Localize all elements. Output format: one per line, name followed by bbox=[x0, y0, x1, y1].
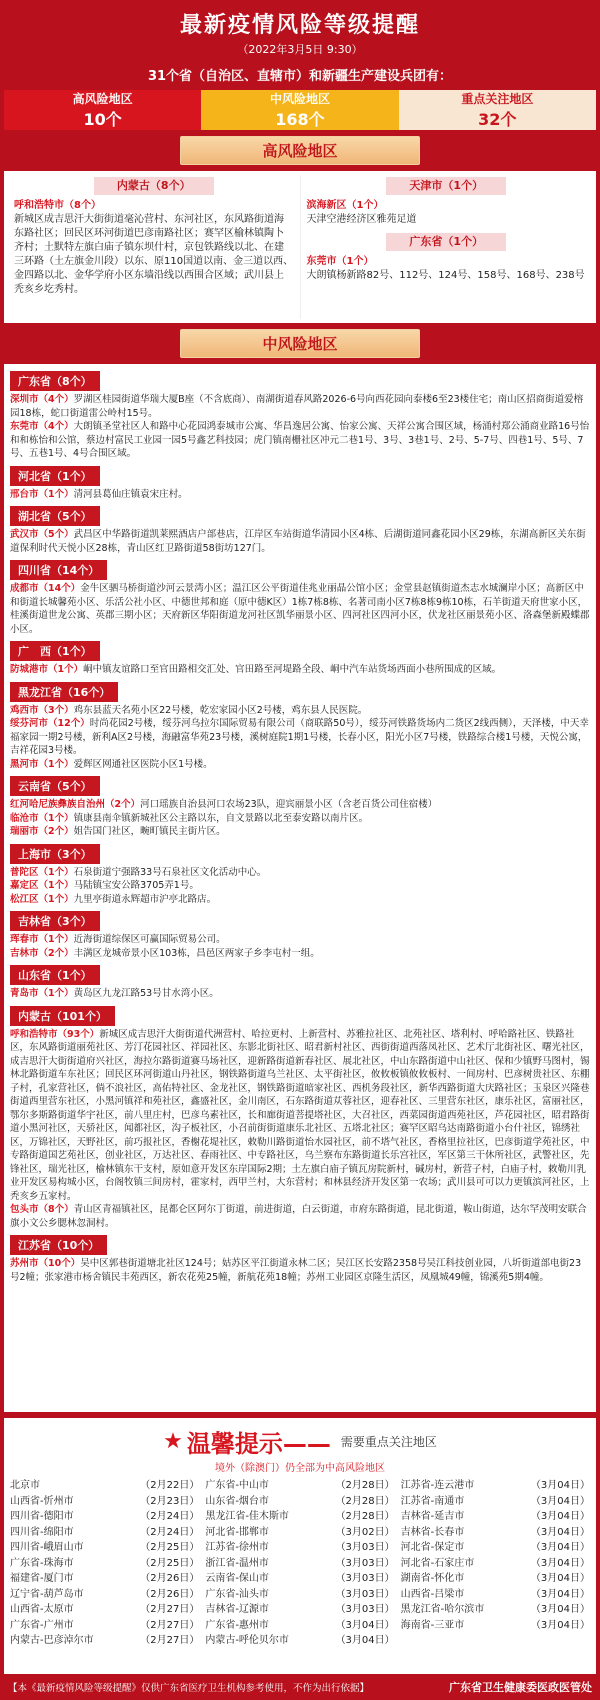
province-tag: 江苏省（10个） bbox=[10, 1235, 107, 1255]
city-title: 呼和浩特市（8个） bbox=[14, 200, 101, 211]
city-title: 滨海新区（1个） bbox=[306, 200, 384, 211]
focus-area-item bbox=[401, 1556, 590, 1572]
area-text: 武昌区中华路街道凯莱熙酒店户部巷店，江岸区车站街道华清园小区4栋、后湖街道同鑫花园小区29栋，东湖高新区关东街道保利时代天悦小区28栋，青山区红卫路街道58街坊127门。 bbox=[10, 529, 586, 554]
city-name: 呼和浩特市（93个） bbox=[10, 1028, 100, 1040]
area-row bbox=[10, 893, 590, 907]
area-text: 峒中镇友谊路口至官田路相交汇处、官田路至河堤路全段、峒中汽车站货场西面小巷所围成的区域。 bbox=[83, 664, 502, 675]
area-row bbox=[10, 582, 590, 636]
area-row bbox=[10, 812, 590, 826]
focus-area-place: 广东省-惠州市 bbox=[205, 1619, 269, 1631]
focus-area-date: （3月04日） bbox=[530, 1495, 590, 1507]
focus-area-place: 广东省-珠海市 bbox=[10, 1557, 74, 1569]
area-row bbox=[10, 1257, 590, 1284]
focus-area-date: （3月04日） bbox=[335, 1619, 395, 1631]
province-tag: 上海市（3个） bbox=[10, 844, 100, 864]
focus-area-item bbox=[401, 1618, 590, 1634]
province-tag: 四川省（14个） bbox=[10, 560, 107, 580]
focus-area-place: 山西省-太原市 bbox=[10, 1604, 74, 1615]
focus-area-item bbox=[205, 1509, 394, 1525]
focus-area-date: （3月04日） bbox=[530, 1480, 590, 1491]
warm-tips-subtitle: 需要重点关注地区 bbox=[340, 1435, 437, 1449]
focus-area-item bbox=[10, 1494, 199, 1510]
province-tag: 内蒙古（101个） bbox=[10, 1006, 115, 1026]
high-risk-box bbox=[4, 171, 596, 323]
focus-area-place: 广东省-广州市 bbox=[10, 1619, 74, 1631]
province-tag: 山东省（1个） bbox=[10, 965, 100, 985]
star-icon: ★ bbox=[163, 1429, 183, 1454]
province-section bbox=[10, 558, 590, 636]
area-row bbox=[10, 825, 590, 839]
area-row bbox=[10, 758, 590, 772]
area-text: 河口瑶族自治县河口农场23队，迎宾丽景小区（含老百货公司住宿楼） bbox=[140, 799, 438, 810]
focus-area-item bbox=[10, 1509, 199, 1525]
area-text: 金牛区驷马桥街道沙河云景湾小区；温江区公平街道佳兆业丽晶公馆小区；金堂县赵镇街道杰志水城澜岸小区；高新区中和街道长城馨苑小区、乐活公社小区、中德世邦和庭（原中德K区）1栋7栋8栋、名著司南小区7栋8栋9栋10栋，石羊街道天府世家小区，桂溪街道世龙公寓、英郡三期小区；天府新区华阳街道龙河社区凯华丽景小区、四河社区四河小区，伏龙社区丽景苑小区、洛森堡新殿蝶郡小区。 bbox=[10, 583, 590, 635]
area-text: 姐告国门社区，畹町镇民主街片区。 bbox=[73, 826, 226, 837]
city-name: 青岛市（1个） bbox=[10, 988, 74, 999]
focus-area-date: （2月27日） bbox=[140, 1635, 200, 1646]
focus-area-item bbox=[401, 1571, 590, 1587]
focus-area-place: 内蒙古-巴彦淖尔市 bbox=[10, 1635, 94, 1646]
mid-risk-box bbox=[4, 364, 596, 1412]
area-row bbox=[10, 663, 590, 677]
area-row bbox=[10, 987, 590, 1001]
province-tag: 河北省（1个） bbox=[10, 466, 100, 486]
area-text: 马陆镇宝安公路3705弄1号。 bbox=[73, 880, 199, 891]
stat-label: 中风险地区 bbox=[269, 92, 330, 106]
focus-area-place: 吉林省-延吉市 bbox=[400, 1511, 465, 1522]
focus-area-place: 山西省-吕梁市 bbox=[400, 1588, 465, 1600]
warm-tips-note: 境外（除澳门）仍全部为中高风险地区 bbox=[215, 1463, 385, 1474]
focus-area-date: （3月03日） bbox=[335, 1604, 395, 1615]
focus-area-place: 黑龙江省-佳木斯市 bbox=[205, 1511, 289, 1522]
city-title: 东莞市（1个） bbox=[306, 256, 374, 267]
focus-area-place: 四川省-峨眉山市 bbox=[10, 1542, 84, 1553]
area-text: 鸡东县蓝天名苑小区22号楼，乾宏家园小区2号楼，鸡东县人民医院。 bbox=[73, 704, 368, 716]
focus-area-date: （3月04日） bbox=[530, 1557, 590, 1569]
province-section bbox=[10, 680, 590, 772]
high-risk-right bbox=[300, 175, 593, 319]
warm-tips-heading: 温馨提示—— bbox=[186, 1430, 331, 1458]
high-risk-banner: 高风险地区 bbox=[180, 136, 420, 165]
focus-area-date: （2月24日） bbox=[140, 1526, 200, 1538]
focus-area-place: 北京市 bbox=[10, 1480, 40, 1491]
focus-area-item bbox=[401, 1478, 590, 1494]
focus-area-item bbox=[205, 1602, 394, 1618]
area-row bbox=[10, 420, 590, 461]
focus-area-place: 四川省-绵阳市 bbox=[10, 1526, 74, 1538]
stat-focus bbox=[399, 90, 596, 130]
area-row bbox=[10, 947, 590, 961]
focus-area-date: （2月27日） bbox=[140, 1604, 200, 1615]
focus-area-place: 江苏省-徐州市 bbox=[205, 1542, 269, 1553]
focus-area-place: 河北省-石家庄市 bbox=[400, 1557, 475, 1569]
area-text: 吴中区郭巷街道塘北社区124号；姑苏区平江街道永林二区；吴江区长安路2358号吴江科技创业园，八圻街道部电街23号2幢；张家港市杨舍镇民丰苑西区，新农花苑25幢，新航花苑18幢；苏州工业园区京隆生活区，凤凰城49幢，锦溪苑5期4幢。 bbox=[10, 1258, 582, 1283]
focus-area-date: （3月04日） bbox=[530, 1588, 590, 1600]
focus-area-date: （3月03日） bbox=[335, 1557, 395, 1569]
area-row bbox=[10, 528, 590, 555]
area-row bbox=[10, 798, 590, 812]
city-name: 普陀区（1个） bbox=[10, 866, 74, 878]
area-text: 石泉街道宁强路33号石泉社区文化活动中心。 bbox=[73, 866, 267, 878]
area-text: 黄岛区九龙江路53号甘水湾小区。 bbox=[73, 988, 219, 999]
province-section bbox=[10, 963, 590, 1001]
area-text: 爱辉区网通社区医院小区1号楼。 bbox=[73, 758, 213, 770]
area-text: 九里亭街道永辉超市沪亭北路店。 bbox=[73, 893, 217, 905]
focus-area-place: 辽宁省-葫芦岛市 bbox=[10, 1588, 84, 1600]
risk-stats bbox=[4, 90, 596, 130]
focus-area-item bbox=[401, 1494, 590, 1510]
focus-area-place: 河北省-邯郸市 bbox=[205, 1526, 269, 1538]
warm-tips-box bbox=[4, 1418, 596, 1700]
area-text: 大朗镇圣堂社区人和路中心花园鸿泰城市公寓、华昌逸居公寓、怡家公寓、天祥公寓合围区域，杨涌村郑公涌商业路16号怡和和栋怡和公馆，蔡边村富民工业园一园5号鑫艺科技园；虎门镇南栅社区冲元二巷1号、3号、3巷1号、2号、5-7号、四巷1号、5号、7号、五巷1号、4号合围区域。 bbox=[10, 421, 590, 459]
focus-area-item bbox=[401, 1509, 590, 1525]
province-section bbox=[10, 464, 590, 502]
stat-value: 168个 bbox=[275, 110, 325, 129]
high-risk-left bbox=[8, 175, 300, 319]
focus-area-date: （3月04日） bbox=[530, 1542, 590, 1553]
area-row bbox=[10, 879, 590, 893]
focus-area-date: （2月25日） bbox=[140, 1542, 200, 1553]
focus-area-item bbox=[10, 1478, 199, 1494]
focus-area-item bbox=[205, 1494, 394, 1510]
province-section bbox=[10, 842, 590, 907]
footer-org: 广东省卫生健康委医政医管处 bbox=[449, 1681, 592, 1694]
focus-area-item bbox=[10, 1571, 199, 1587]
focus-area-date: （2月28日） bbox=[335, 1480, 395, 1491]
focus-area-date: （3月02日） bbox=[335, 1526, 395, 1538]
focus-area-place: 云南省-保山市 bbox=[205, 1573, 269, 1584]
area-text: 时尚花园2号楼，绥芬河乌拉尔国际贸易有限公司（商联路50号），绥芬河铁路货场内二货区2线西侧），天泽楼，中天幸福家园一期2号楼，新利A区2号楼，海融富华苑23号楼，溪树庭院1期1号楼，长春小区，阳光小区7号楼，铁路综合楼1号楼，天悦公寓，吉祥花园3号楼。 bbox=[10, 718, 589, 756]
update-time: （2022年3月5日 9:30） bbox=[237, 43, 363, 56]
area-text: 镇康县南伞镇新城社区公主路以东，自文景路以北至泰安路以南片区。 bbox=[73, 812, 369, 824]
focus-area-date: （2月24日） bbox=[140, 1511, 200, 1522]
province-title: 天津市（1个） bbox=[386, 177, 506, 195]
stat-value: 10个 bbox=[83, 110, 122, 129]
area-text: 大朗镇杨新路82号、112号、124号、158号、168号、238号 bbox=[306, 270, 585, 281]
city-name: 吉林市（2个） bbox=[10, 947, 74, 959]
area-row bbox=[10, 933, 590, 947]
focus-area-place: 山西省-忻州市 bbox=[10, 1495, 74, 1507]
province-tag: 广 西（1个） bbox=[10, 641, 100, 661]
focus-area-date: （2月23日） bbox=[140, 1495, 200, 1507]
area-text: 青山区青福镇社区，昆都仑区阿尔丁街道，前进街道，白云街道，市府东路街道，昆北街道，鞍山街道，达尔罕茂明安联合旗小文公乡腮林忽洞村。 bbox=[10, 1204, 587, 1229]
focus-area-item bbox=[10, 1633, 199, 1649]
province-section bbox=[10, 639, 590, 677]
province-section bbox=[10, 504, 590, 555]
focus-area-place: 吉林省-长春市 bbox=[400, 1526, 465, 1538]
focus-area-item bbox=[401, 1525, 590, 1541]
focus-area-item bbox=[205, 1618, 394, 1634]
city-name: 邢台市（1个） bbox=[10, 488, 74, 500]
mid-risk-banner: 中风险地区 bbox=[180, 329, 420, 358]
province-section bbox=[10, 1233, 590, 1284]
city-name: 深圳市（4个） bbox=[10, 394, 74, 405]
focus-area-place: 河北省-保定市 bbox=[400, 1542, 465, 1553]
focus-area-place: 湖南省-怀化市 bbox=[400, 1573, 465, 1584]
city-name: 苏州市（10个） bbox=[10, 1258, 81, 1269]
stat-label: 高风险地区 bbox=[72, 92, 133, 106]
focus-area-list bbox=[10, 1478, 590, 1649]
focus-area-date: （2月26日） bbox=[140, 1588, 200, 1600]
focus-area-date: （3月04日） bbox=[530, 1511, 590, 1522]
focus-area-item bbox=[205, 1571, 394, 1587]
focus-area-place: 福建省-厦门市 bbox=[10, 1573, 74, 1584]
focus-area-place: 广东省-中山市 bbox=[205, 1480, 269, 1491]
area-row bbox=[10, 1028, 590, 1204]
stat-mid bbox=[201, 90, 398, 130]
focus-area-place: 广东省-汕头市 bbox=[205, 1588, 269, 1600]
focus-area-item bbox=[205, 1587, 394, 1603]
focus-area-date: （3月04日） bbox=[530, 1604, 590, 1615]
focus-area-place: 浙江省-温州市 bbox=[205, 1557, 269, 1569]
province-tag: 广东省（8个） bbox=[10, 371, 100, 391]
focus-area-place: 黑龙江省-哈尔滨市 bbox=[400, 1604, 485, 1615]
focus-area-item bbox=[401, 1587, 590, 1603]
city-name: 防城港市（1个） bbox=[10, 664, 84, 675]
area-row bbox=[10, 488, 590, 502]
focus-area-place: 四川省-德阳市 bbox=[10, 1511, 74, 1522]
focus-area-item bbox=[401, 1540, 590, 1556]
focus-area-item bbox=[205, 1540, 394, 1556]
summary-text: 31个省（自治区、直辖市）和新疆生产建设兵团有： bbox=[147, 69, 453, 84]
city-name: 绥芬河市（12个） bbox=[10, 718, 90, 729]
area-row bbox=[10, 393, 590, 420]
city-name: 包头市（8个） bbox=[10, 1204, 74, 1215]
focus-area-item bbox=[205, 1556, 394, 1572]
focus-area-item bbox=[10, 1602, 199, 1618]
focus-area-item bbox=[205, 1525, 394, 1541]
area-text: 丰满区龙城帝景小区103栋，昌邑区两家子乡李屯村一组。 bbox=[73, 947, 320, 959]
focus-area-date: （3月03日） bbox=[335, 1573, 395, 1584]
city-name: 东莞市（4个） bbox=[10, 421, 74, 432]
focus-area-item bbox=[10, 1587, 199, 1603]
province-section bbox=[10, 909, 590, 960]
focus-area-date: （3月04日） bbox=[530, 1619, 590, 1631]
city-name: 嘉定区（1个） bbox=[10, 880, 74, 891]
focus-area-item bbox=[401, 1602, 590, 1618]
area-row bbox=[10, 704, 590, 718]
province-title: 广东省（1个） bbox=[386, 233, 506, 251]
focus-area-item bbox=[10, 1525, 199, 1541]
focus-area-date: （3月03日） bbox=[335, 1588, 395, 1600]
city-name: 黑河市（1个） bbox=[10, 758, 74, 770]
province-title: 内蒙古（8个） bbox=[94, 177, 214, 195]
stat-high bbox=[4, 90, 201, 130]
province-tag: 云南省（5个） bbox=[10, 776, 100, 796]
focus-area-date: （2月25日） bbox=[140, 1557, 200, 1569]
focus-area-place: 海南省-三亚市 bbox=[400, 1619, 465, 1631]
area-text: 新城区成吉思汗大街街道毫沁营村、东河社区，东风路街道海东路社区；回民区环河街道巴彦南路社区；赛罕区榆林镇陶卜齐村；土默特左旗白庙子镇东坝什村，京包铁路线以北、在建三环路（土左旗金川段）以东、原110国道以南、金三道以西、金四路以北、金华学府小区东墙沿线以西围合区域；武川县上秃亥乡圪秀村。 bbox=[14, 214, 294, 295]
focus-area-place: 吉林省-辽源市 bbox=[205, 1604, 269, 1615]
area-text: 近海街道综保区可赢国际贸易公司。 bbox=[73, 934, 226, 945]
warm-tips-title bbox=[10, 1424, 590, 1459]
focus-area-place: 江苏省-南通市 bbox=[400, 1495, 465, 1507]
stat-value: 32个 bbox=[478, 110, 517, 129]
area-text: 罗湖区桂园街道华瑞大厦B座（不含底商）、南湖街道春风路2026-6号向西花园向泰楼6至23楼住宅；南山区招商街道爱榕园18栋，蛇口街道雷公岭村15号。 bbox=[10, 394, 584, 419]
focus-area-date: （2月26日） bbox=[140, 1573, 200, 1584]
focus-area-date: （2月28日） bbox=[335, 1495, 395, 1507]
province-tag: 吉林省（3个） bbox=[10, 911, 100, 931]
focus-area-date: （3月04日） bbox=[530, 1573, 590, 1584]
focus-area-item bbox=[10, 1618, 199, 1634]
focus-area-place: 内蒙古-呼伦贝尔市 bbox=[205, 1635, 289, 1646]
focus-area-item bbox=[10, 1540, 199, 1556]
page-title: 最新疫情风险等级提醒 bbox=[179, 13, 420, 38]
city-name: 鸡西市（3个） bbox=[10, 704, 74, 716]
area-row bbox=[10, 866, 590, 880]
focus-area-item bbox=[205, 1633, 394, 1649]
area-row bbox=[10, 1203, 590, 1230]
province-section bbox=[10, 774, 590, 839]
province-tag: 黑龙江省（16个） bbox=[10, 682, 118, 702]
header bbox=[4, 0, 596, 84]
focus-area-item bbox=[205, 1478, 394, 1494]
province-section bbox=[10, 1004, 590, 1231]
city-name: 松江区（1个） bbox=[10, 893, 74, 905]
city-name: 红河哈尼族彝族自治州（2个） bbox=[10, 799, 141, 810]
city-name: 瑞丽市（2个） bbox=[10, 826, 74, 837]
focus-area-date: （2月22日） bbox=[140, 1480, 200, 1491]
city-name: 临沧市（1个） bbox=[10, 812, 74, 824]
city-name: 珲春市（1个） bbox=[10, 934, 74, 945]
footer-disclaimer: 【本《最新疫情风险等级提醒》仅供广东省医疗卫生机构参考使用，不作为出行依据】 bbox=[8, 1683, 370, 1694]
city-name: 成都市（14个） bbox=[10, 583, 81, 594]
focus-area-place: 山东省-烟台市 bbox=[205, 1495, 269, 1507]
focus-area-date: （2月28日） bbox=[335, 1511, 395, 1522]
focus-area-date: （2月27日） bbox=[140, 1619, 200, 1631]
province-tag: 湖北省（5个） bbox=[10, 506, 100, 526]
area-text: 新城区成吉思汗大街街道代洲营村、哈拉更村、上新营村、苏雅拉社区、北苑社区、塔利村、呼哈路社区、铁路社区，东风路街道丽苑社区、芳汀花园社区、祥园社区、东影北街社区、昭君新村社区、西街街道西落凤社区、艺术厅北街社区、曙光社区，成吉思汗大街街道府兴社区，海拉尔路街道赛马场社区，迎新路街道新春社区、展北社区，中山东路街道中山社区、保和少镇野马图村，锡林北路街道车东社区；回民区环河街道山丹社区，钢铁路街道乌兰社区、太平街社区，攸攸板镇攸攸板村、一间房村、巴彦树贵社区、东棚子村，孔家营社区，倘不浪社区，高佑特社区、金龙社区，钢铁路街道暗家社区、西机务段社区，新华西路街道大庆路社区；玉泉区兴隆巷街道西里营东社区，小黑河镇祥和苑社区，鑫盛社区，金川南区，石东路街道苁蓉社区，迎春社区、三里营东社区，康乐社区，富丽社区，鄂尔多斯路街道华宇社区，前八里庄村，巴彦乌素社区，长和廊街道菩提塔社区，大召社区，西菜园街道西苑社区，芦花园社区，昭君路街道小黑河社区，天骄社区，闻都社区，沟子板社区，小召前街街道康乐北社区、五塔北社区；赛罕区昭乌达南路街道小台什社区，锦绣社区，万锦社区，天野社区，前巧报社区，香榭花堤社区，敕勒川路街道怡水园社区，前不塔气社区，香格里拉社区，巴彦街道学苑社区，中专路街道国艺苑社区，创业社区，万达社区、春雨社区、中专路社区，乌兰察布东路街道长乐宫社区，军区第三干休所社区，武警社区，先锋社区，瑞光社区，榆林镇东干支村，原如意开发区东岸国际2期；土左旗白庙子镇瓦房院新村，碱房村，新营子村，白庙子村，敕勒川乳业开发区易构城小区，台阁牧镇三间房村，霍家村，西甲兰村，大东营村；和林县经济开发区第一农场；武川县可可以力更镇滨河社区，上秃亥乡五家村。 bbox=[10, 1028, 590, 1202]
focus-area-date: （3月04日） bbox=[335, 1635, 395, 1646]
footer bbox=[0, 1674, 600, 1700]
focus-area-date: （3月03日） bbox=[335, 1542, 395, 1553]
focus-area-date: （3月04日） bbox=[530, 1526, 590, 1538]
province-section bbox=[10, 369, 590, 461]
area-row bbox=[10, 717, 590, 758]
stat-label: 重点关注地区 bbox=[461, 92, 534, 106]
focus-area-place: 江苏省-连云港市 bbox=[400, 1480, 475, 1491]
area-text: 清河县葛仙庄镇袁宋庄村。 bbox=[73, 488, 188, 500]
focus-area-item bbox=[10, 1556, 199, 1572]
area-text: 天津空港经济区雅苑足道 bbox=[306, 214, 417, 225]
city-name: 武汉市（5个） bbox=[10, 529, 74, 540]
